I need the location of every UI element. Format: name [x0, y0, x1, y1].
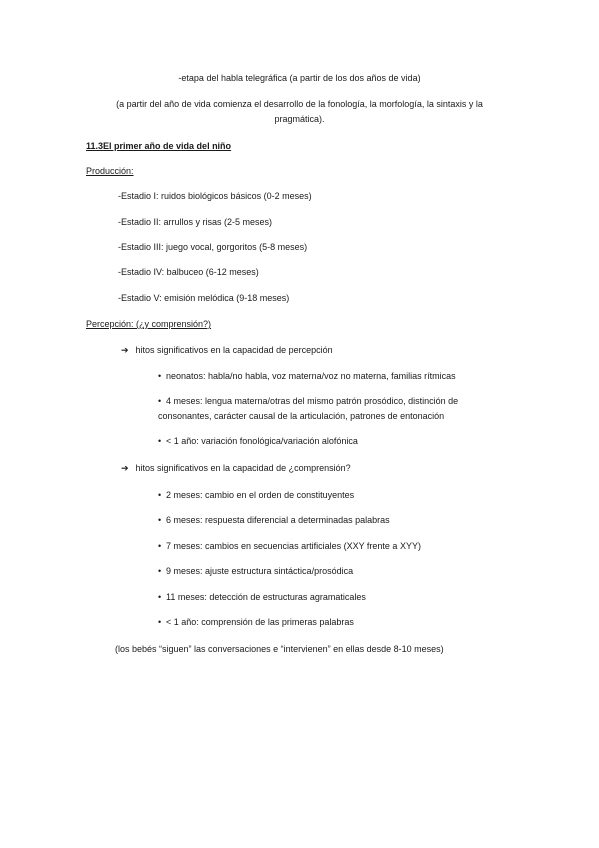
- bullet-icon: •: [158, 490, 162, 500]
- arrow-right-icon: ➔: [121, 345, 129, 355]
- list-item-text: 9 meses: ajuste estructura sintáctica/prosódica: [166, 566, 354, 576]
- percepcion-heading: Percepción: (¿y comprensión?): [86, 319, 212, 329]
- produccion-item: -Estadio I: ruidos biológicos básicos (0-2 meses): [118, 191, 312, 201]
- section-title: El primer año de vida del niño: [103, 141, 232, 151]
- produccion-item: -Estadio II: arrullos y risas (2-5 meses): [118, 217, 273, 227]
- bullet-icon: •: [158, 541, 162, 551]
- list-item-text: 11 meses: detección de estructuras agramaticales: [166, 592, 366, 602]
- list-item: [158, 592, 366, 602]
- bullet-icon: •: [158, 617, 162, 627]
- list-item: [158, 617, 354, 627]
- list-item-text: < 1 año: variación fonológica/variación alofónica: [166, 436, 358, 446]
- closing-note: (los bebés “siguen” las conversaciones e “intervienen” en ellas desde 8-10 meses): [115, 644, 444, 654]
- list-item-text: 2 meses: cambio en el orden de constituyentes: [166, 490, 355, 500]
- produccion-item: -Estadio III: juego vocal, gorgoritos (5-8 meses): [118, 242, 308, 252]
- stage-line: -etapa del habla telegráfica (a partir de los dos años de vida): [178, 73, 421, 83]
- percepcion-group1-title: [121, 345, 333, 356]
- list-item: [158, 541, 421, 551]
- group2-title-text: hitos significativos en la capacidad de ¿comprensión?: [135, 463, 351, 473]
- bullet-icon: •: [158, 515, 162, 525]
- bullet-icon: •: [158, 371, 162, 381]
- list-item-text: neonatos: habla/no habla, voz materna/voz no materna, familias rítmicas: [166, 371, 456, 381]
- produccion-heading: Producción:: [86, 166, 134, 176]
- development-line-2: pragmática).: [274, 114, 325, 124]
- bullet-icon: •: [158, 592, 162, 602]
- group1-title-text: hitos significativos en la capacidad de percepción: [135, 345, 333, 355]
- bullet-icon: •: [158, 566, 162, 576]
- section-number: 11.3: [86, 141, 104, 151]
- list-item-text: < 1 año: comprensión de las primeras palabras: [166, 617, 354, 627]
- percepcion-group2-title: [121, 463, 351, 474]
- arrow-right-icon: ➔: [121, 463, 129, 473]
- bullet-icon: •: [158, 396, 162, 406]
- list-item: [158, 436, 358, 446]
- section-heading: [86, 141, 231, 151]
- development-line-1: (a partir del año de vida comienza el desarrollo de la fonología, la morfología, la sintaxis y la: [116, 99, 483, 109]
- list-item-text: 6 meses: respuesta diferencial a determinadas palabras: [166, 515, 390, 525]
- list-item-text: 7 meses: cambios en secuencias artificiales (XXY frente a XYY): [166, 541, 421, 551]
- list-item: [158, 396, 458, 406]
- produccion-item: -Estadio V: emisión melódica (9-18 meses): [118, 293, 290, 303]
- bullet-icon: •: [158, 436, 162, 446]
- list-item: [158, 515, 390, 525]
- list-item: [158, 371, 456, 381]
- list-item: [158, 566, 353, 576]
- list-item: [158, 490, 354, 500]
- list-item-continuation: consonantes, carácter causal de la articulación, patrones de entonación: [158, 411, 445, 421]
- list-item-text: 4 meses: lengua materna/otras del mismo patrón prosódico, distinción de: [166, 396, 459, 406]
- produccion-item: -Estadio IV: balbuceo (6-12 meses): [118, 267, 259, 277]
